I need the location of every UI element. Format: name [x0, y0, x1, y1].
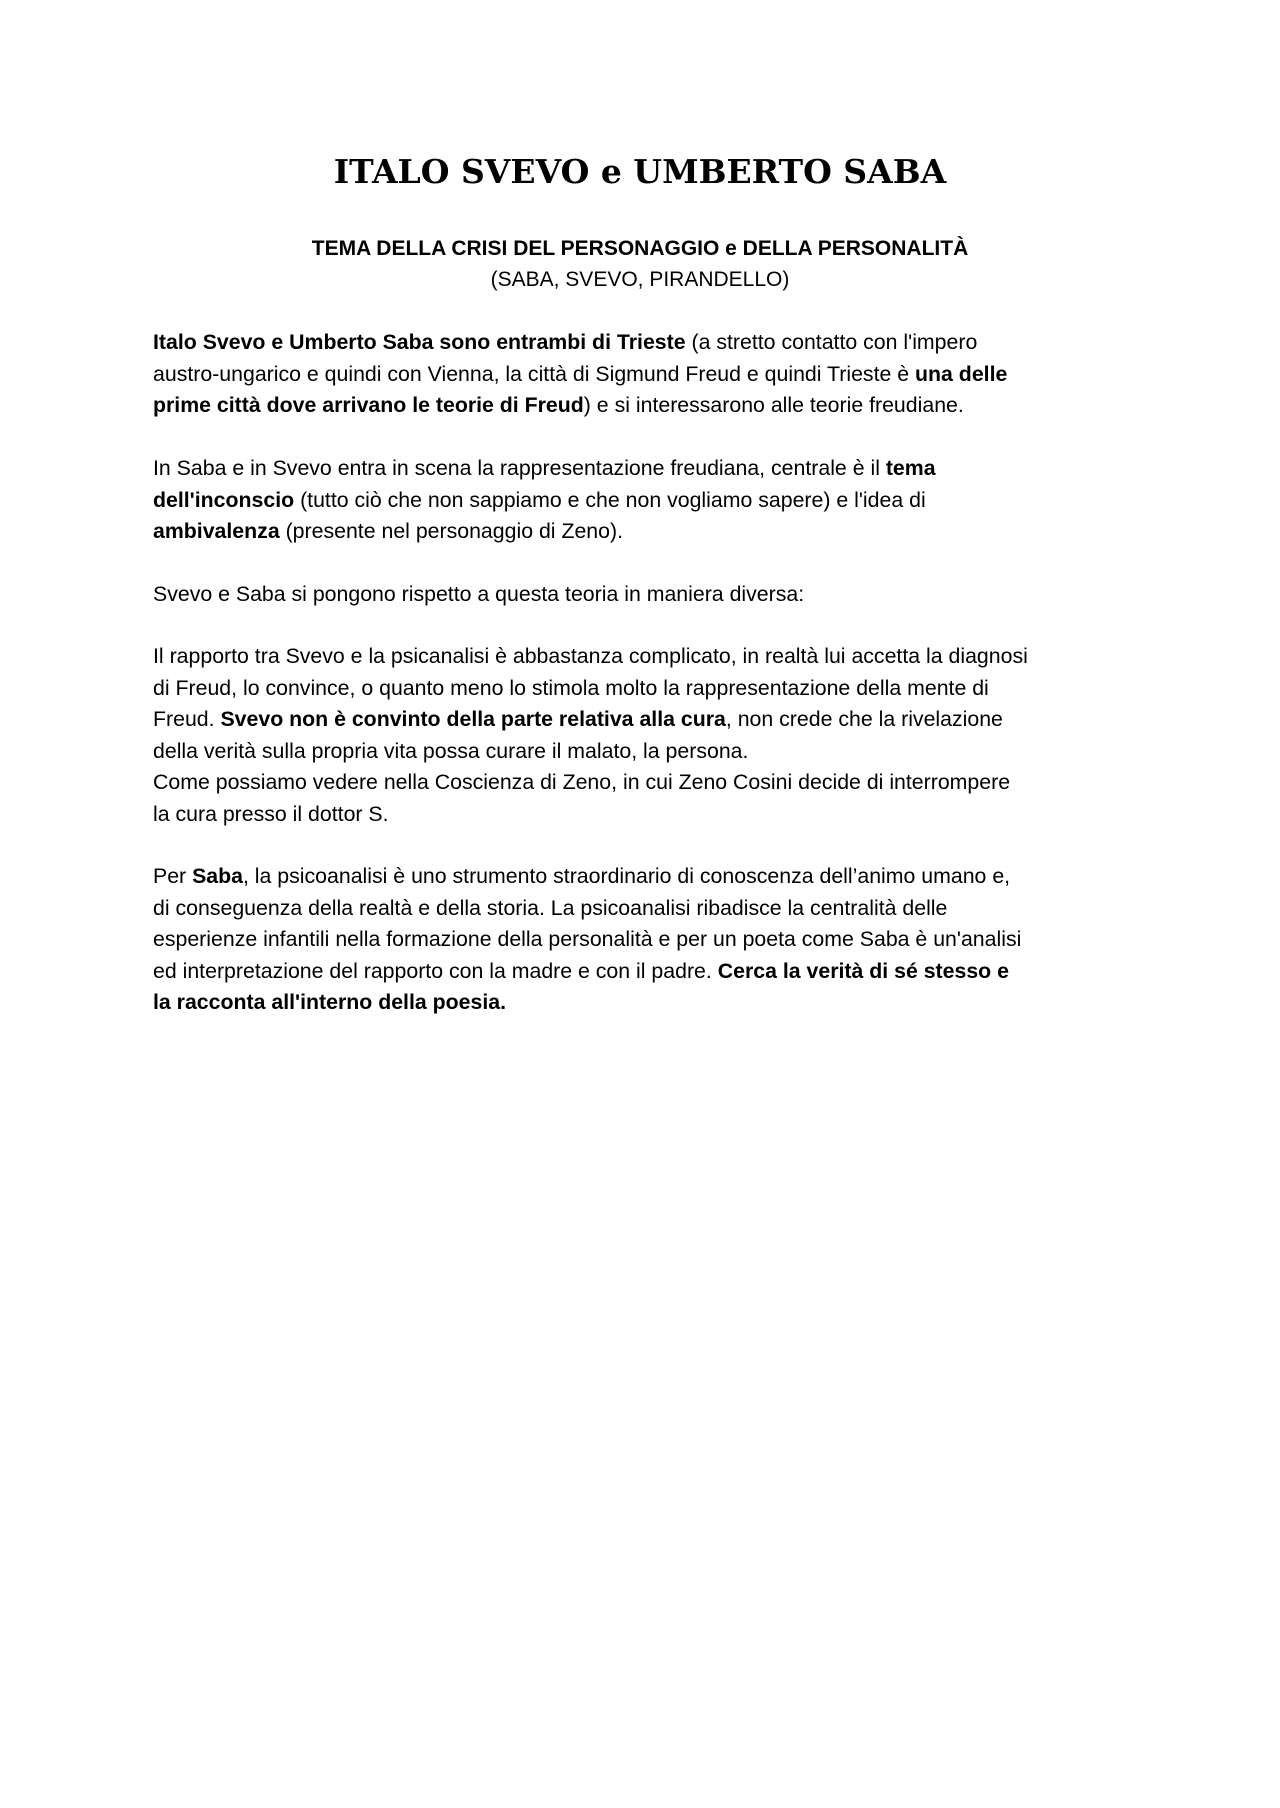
text-run: , la psicoanalisi è uno strumento straordinario di conoscenza dell’animo umano e, [242, 864, 1011, 888]
paragraph-inconscio [153, 453, 1143, 548]
paragraph-trieste [153, 327, 1143, 422]
document-title: ITALO SVEVO e UMBERTO SABA [333, 152, 947, 191]
text-line [153, 516, 1143, 548]
text-run: la cura presso il dottor S. [153, 801, 389, 826]
text-line [153, 641, 1143, 673]
text-run: della verità sulla propria vita possa curare il malato, la persona. [153, 738, 749, 763]
text-line [153, 327, 1143, 359]
text-line [153, 767, 1143, 799]
text-run: , non crede che la rivelazione [725, 707, 1003, 731]
bold-text-run: dell'inconscio [153, 487, 295, 512]
bold-text-run: tema [885, 456, 936, 480]
document-subtitle: TEMA DELLA CRISI DEL PERSONAGGIO e DELLA PERSONALITÀ [311, 237, 969, 260]
document-subtitle-authors: (SABA, SVEVO, PIRANDELLO) [490, 268, 790, 291]
bold-text-run: una delle [915, 361, 1008, 386]
paragraph-svevo-psicanalisi [153, 641, 1143, 830]
text-line [153, 736, 1143, 768]
text-run: Il rapporto tra Svevo e la psicanalisi è abbastanza complicato, in realtà lui accetta la diagnosi [153, 644, 1028, 668]
text-line [153, 579, 1143, 611]
bold-text-run: Cerca la verità di sé stesso e [717, 958, 1009, 983]
text-line [153, 485, 1143, 517]
bold-text-run: Italo Svevo e Umberto Saba sono entrambi di Trieste [153, 330, 686, 354]
text-run: Per [153, 864, 193, 888]
text-line [153, 924, 1143, 956]
text-run: (tutto ciò che non sappiamo e che non vogliamo sapere) e l'idea di [294, 487, 926, 512]
text-run: austro-ungarico e quindi con Vienna, la città di Sigmund Freud e quindi Trieste è [153, 361, 916, 386]
paragraph-saba-psicoanalisi [153, 861, 1143, 1019]
text-run: esperienze infantili nella formazione della personalità e per un poeta come Saba è un'analisi [153, 927, 1022, 951]
text-line [153, 956, 1143, 988]
text-run: In Saba e in Svevo entra in scena la rappresentazione freudiana, centrale è il [153, 456, 886, 480]
text-line [153, 987, 1143, 1019]
text-run: di conseguenza della realtà e della storia. La psicoanalisi ribadisce la centralità delle [153, 895, 948, 920]
text-line [153, 861, 1143, 893]
bold-text-run: ambivalenza [153, 519, 280, 543]
bold-text-run: la racconta all'interno della poesia. [153, 990, 507, 1014]
bold-text-run: Saba [192, 864, 243, 888]
text-run: Come possiamo vedere nella Coscienza di Zeno, in cui Zeno Cosini decide di interrompere [153, 770, 1011, 794]
text-run: di Freud, lo convince, o quanto meno lo stimola molto la rappresentazione della mente di [153, 675, 989, 700]
text-run: Svevo e Saba si pongono rispetto a questa teoria in maniera diversa: [153, 582, 805, 606]
text-line [153, 359, 1143, 391]
text-line [153, 799, 1143, 831]
text-run: (presente nel personaggio di Zeno). [279, 519, 624, 543]
text-run: (a stretto contatto con l'impero [685, 330, 978, 354]
bold-text-run: Svevo non è convinto della parte relativa alla cura [220, 707, 726, 731]
text-line [153, 893, 1143, 925]
text-line [153, 673, 1143, 705]
text-line [153, 704, 1143, 736]
text-run: ed interpretazione del rapporto con la madre e con il padre. [153, 958, 718, 983]
paragraph-teoria [153, 579, 1143, 611]
text-run: Freud. [153, 707, 221, 731]
text-line [153, 390, 1143, 422]
text-line [153, 453, 1143, 485]
text-run: ) e si interessarono alle teorie freudiane. [583, 393, 964, 417]
bold-text-run: prime città dove arrivano le teorie di Freud [153, 393, 584, 417]
